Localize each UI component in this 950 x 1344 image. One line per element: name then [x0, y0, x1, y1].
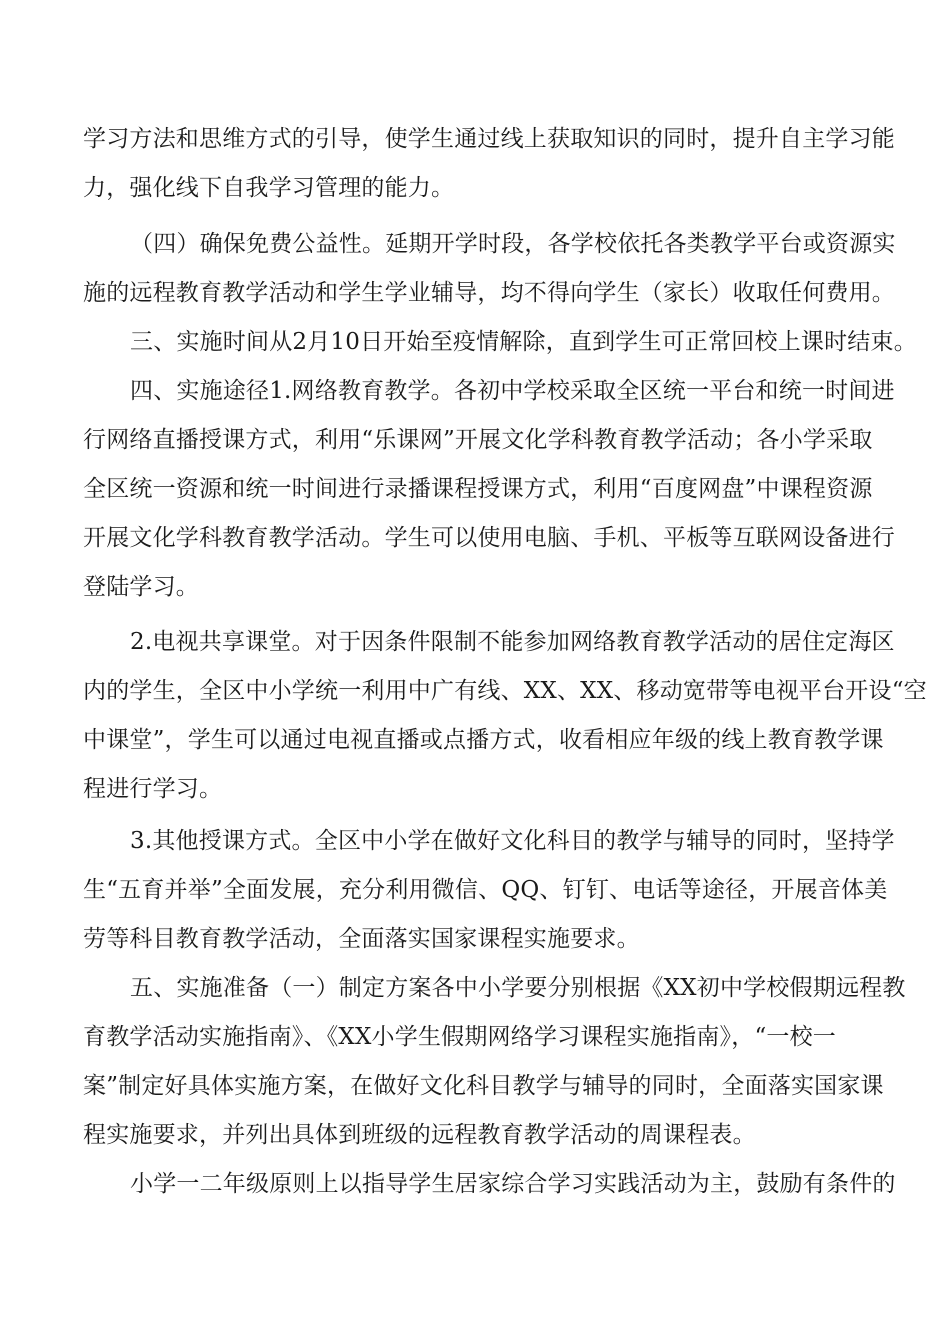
body-text-line: 案”制定好具体实施方案，在做好文化科目教学与辅导的同时，全面落实国家课 — [83, 1073, 884, 1099]
body-text-line: 施的远程教育教学活动和学生学业辅导，均不得向学生（家长）收取任何费用。 — [83, 280, 895, 306]
body-text-line: 三、实施时间从2月10日开始至疫情解除，直到学生可正常回校上课时结束。 — [130, 329, 917, 355]
body-text-line: 程实施要求，并列出具体到班级的远程教育教学活动的周课程表。 — [83, 1122, 756, 1148]
body-text-line: 五、实施准备（一）制定方案各中小学要分别根据《XX初中学校假期远程教 — [130, 975, 906, 1001]
body-text-line: 小学一二年级原则上以指导学生居家综合学习实践活动为主，鼓励有条件的 — [130, 1171, 896, 1197]
body-text-line: 四、实施途径1.网络教育教学。各初中学校采取全区统一平台和统一时间进 — [130, 378, 895, 404]
body-text-line: 全区统一资源和统一时间进行录播课程授课方式，利用“百度网盘”中课程资源 — [83, 476, 873, 502]
body-text-line: 3.其他授课方式。全区中小学在做好文化科目的教学与辅导的同时，坚持学 — [130, 828, 895, 854]
body-text-line: 2.电视共享课堂。对于因条件限制不能参加网络教育教学活动的居住定海区 — [130, 629, 895, 655]
body-text-line: 内的学生，全区中小学统一利用中广有线、XX、XX、移动宽带等电视平台开设“空 — [83, 678, 927, 704]
body-text-line: （四）确保免费公益性。延期开学时段，各学校依托各类教学平台或资源实 — [130, 231, 896, 257]
body-text-line: 登陆学习。 — [83, 574, 199, 600]
body-text-line: 中课堂”，学生可以通过电视直播或点播方式，收看相应年级的线上教育教学课 — [83, 727, 884, 753]
body-text-line: 力，强化线下自我学习管理的能力。 — [83, 175, 455, 201]
body-text-line: 育教学活动实施指南》、《XX小学生假期网络学习课程实施指南》，“一校一 — [83, 1024, 837, 1050]
body-text-line: 生“五育并举”全面发展，充分利用微信、QQ、钉钉、电话等途径，开展音体美 — [83, 877, 888, 903]
body-text-line: 行网络直播授课方式，利用“乐课网”开展文化学科教育教学活动；各小学采取 — [83, 427, 873, 453]
body-text-line: 开展文化学科教育教学活动。学生可以使用电脑、手机、平板等互联网设备进行 — [83, 525, 895, 551]
body-text-line: 程进行学习。 — [83, 776, 223, 802]
body-text-line: 劳等科目教育教学活动，全面落实国家课程实施要求。 — [83, 926, 640, 952]
body-text-line: 学习方法和思维方式的引导，使学生通过线上获取知识的同时，提升自主学习能 — [83, 126, 895, 152]
